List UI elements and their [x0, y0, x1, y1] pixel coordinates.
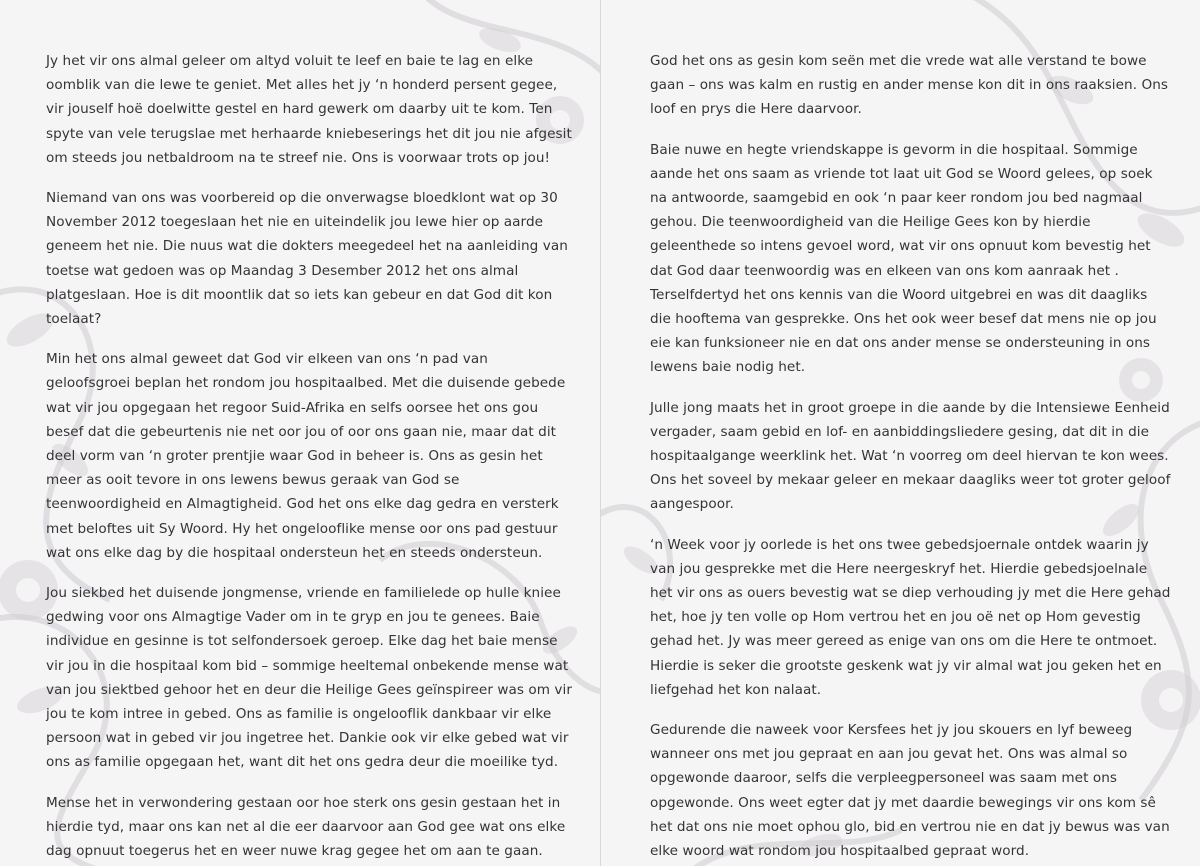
paragraph: Min het ons almal geweet dat God vir elkeen van ons ‘n pad van geloofsgroei beplan het rondom jou hospitaalbed. Met die duisende gebede wat vir jou opgegaan het regoor Suid-Afrika en selfs oorsee het ons gou besef dat die gebeurtenis nie net oor jou of oor ons gaan nie, maar dat dit deel vorm van ‘n groter prentjie waar God in beheer is. Ons as gesin het meer as ooit tevore in ons lewens bewus geraak van God se teenwoordigheid en Almagtigheid. God het ons elke dag gedra en versterk met beloftes uit Sy Woord. Hy het ongelooflike mense oor ons pad gestuur wat ons elke dag by die hospitaal ondersteun het en steeds ondersteun.: [46, 351, 566, 561]
paragraph: Jou siekbed het duisende jongmense, vriende en familielede op hulle kniee gedwing voor ons Almagtige Vader om in te gryp en jou te genees. Baie individue en gesinne is tot selfondersoek geroep. Elke dag het baie mense vir jou in die hospitaal kom bid – sommige heeltemal onbekende mense wat van jou siektbed gehoor het en deur die Heilige Gees geïnspireer was om vir jou te kom intree in gebed. Ons as familie is ongelooflik dankbaar vir elke persoon wat in gebed vir jou ingetree het. Dankie ook vir elke gebed wat vir ons as familie opgegaan het, want dit het ons gedra deur die moeilike tyd.: [46, 585, 572, 771]
right-text-column: [650, 49, 1172, 866]
paragraph: Niemand van ons was voorbereid op die onverwagse bloedklont wat op 30 November 2012 toegeslaan het nie en uiteindelik jou lewe hier op aarde geneem het nie. Die nuus wat die dokters meegedeel het na aanleiding van toetse wat gedoen was op Maandag 3 Desember 2012 het ons almal platgeslaan. Hoe is dit moontlik dat so iets kan gebeur en dat God dit kon toelaat?: [46, 190, 568, 328]
paragraph: Baie nuwe en hegte vriendskappe is gevorm in die hospitaal. Sommige aande het ons saam as vriende tot laat uit God se Woord gelees, op soek na antwoorde, saamgebid en ook ‘n paar keer rondom jou bed nagmaal gehou. Die teenwoordigheid van die Heilige Gees kon by hierdie geleenthede so intens gevoel word, wat vir ons opnuut kom bevestig het dat God daar teenwoordig was en elkeen van ons kom aanraak het . Terselfdertyd het ons kennis van die Woord uitgebrei en was dit daagliks die hooftema van gesprekke. Ons het ook weer besef dat mens nie op jou eie kan funksioneer nie en dat ons ander mense se ondersteuning in ons lewens baie nodig het.: [650, 141, 1157, 376]
paragraph: God het ons as gesin kom seën met die vrede wat alle verstand te bowe gaan – ons was kalm en rustig en ander mense kon dit in ons raaksien. Ons loof en prys die Here daarvoor.: [650, 53, 1169, 118]
paragraph: ‘n Week voor jy oorlede is het ons twee gebedsjoernale ontdek waarin jy van jou gesprekke met die Here neergeskryf het. Hierdie gebedsjoelnale het vir ons as ouers bevestig wat se diep verhouding jy met die Here gehad het, hoe jy ten volle op Hom vertrou het en jou oë net op Hom gevestig gehad het. Jy was meer gereed as enige van ons om die Here te ontmoet. Hierdie is seker die grootste geskenk wat jy vir almal wat jou geken het en liefgehad het kon nalaat.: [650, 536, 1171, 698]
left-text-column: [46, 49, 576, 866]
right-page: [601, 0, 1200, 866]
paragraph: Mense het in verwondering gestaan oor hoe sterk ons gesin gestaan het in hierdie tyd, maar ons kan net al die eer daarvoor aan God gee wat ons elke dag opnuut toegerus het en weer nuwe krag gegee het om aan te gaan.: [46, 794, 566, 860]
paragraph: Gedurende die naweek voor Kersfees het jy jou skouers en lyf beweeg wanneer ons met jou gepraat en aan jou gevat het. Ons was almal so opgewonde daaroor, selfs die verpleegpersoneel was saam met ons opgewonde. Ons weet egter dat jy met daardie bewegings vir ons kom sê het dat ons nie moet ophou glo, bid en vertrou nie en dat jy bewus was van elke woord wat rondom jou hospitaalbed gepraat word.: [650, 722, 1170, 860]
paragraph: Julle jong maats het in groot groepe in die aande by die Intensiewe Eenheid vergader, saam gebid en lof- en aanbiddingsliedere gesing, dat dit in die hospitaalgange weerklink het. Wat ‘n voorreg om deel hiervan te kon wees. Ons het soveel by mekaar geleer en mekaar daagliks weer tot groter geloof aangespoor.: [650, 399, 1171, 513]
paragraph: Jy het vir ons almal geleer om altyd voluit te leef en baie te lag en elke oomblik van die lewe te geniet. Met alles het jy ‘n honderd persent gegee, vir jouself hoë doelwitte gestel en hard gewerk om daarby uit te kom. Ten spyte van vele terugslae met herhaarde kniebeserings het dit jou nie afgesit om steeds jou netbaldroom na te streef nie. Ons is voorwaar trots op jou!: [46, 53, 572, 166]
